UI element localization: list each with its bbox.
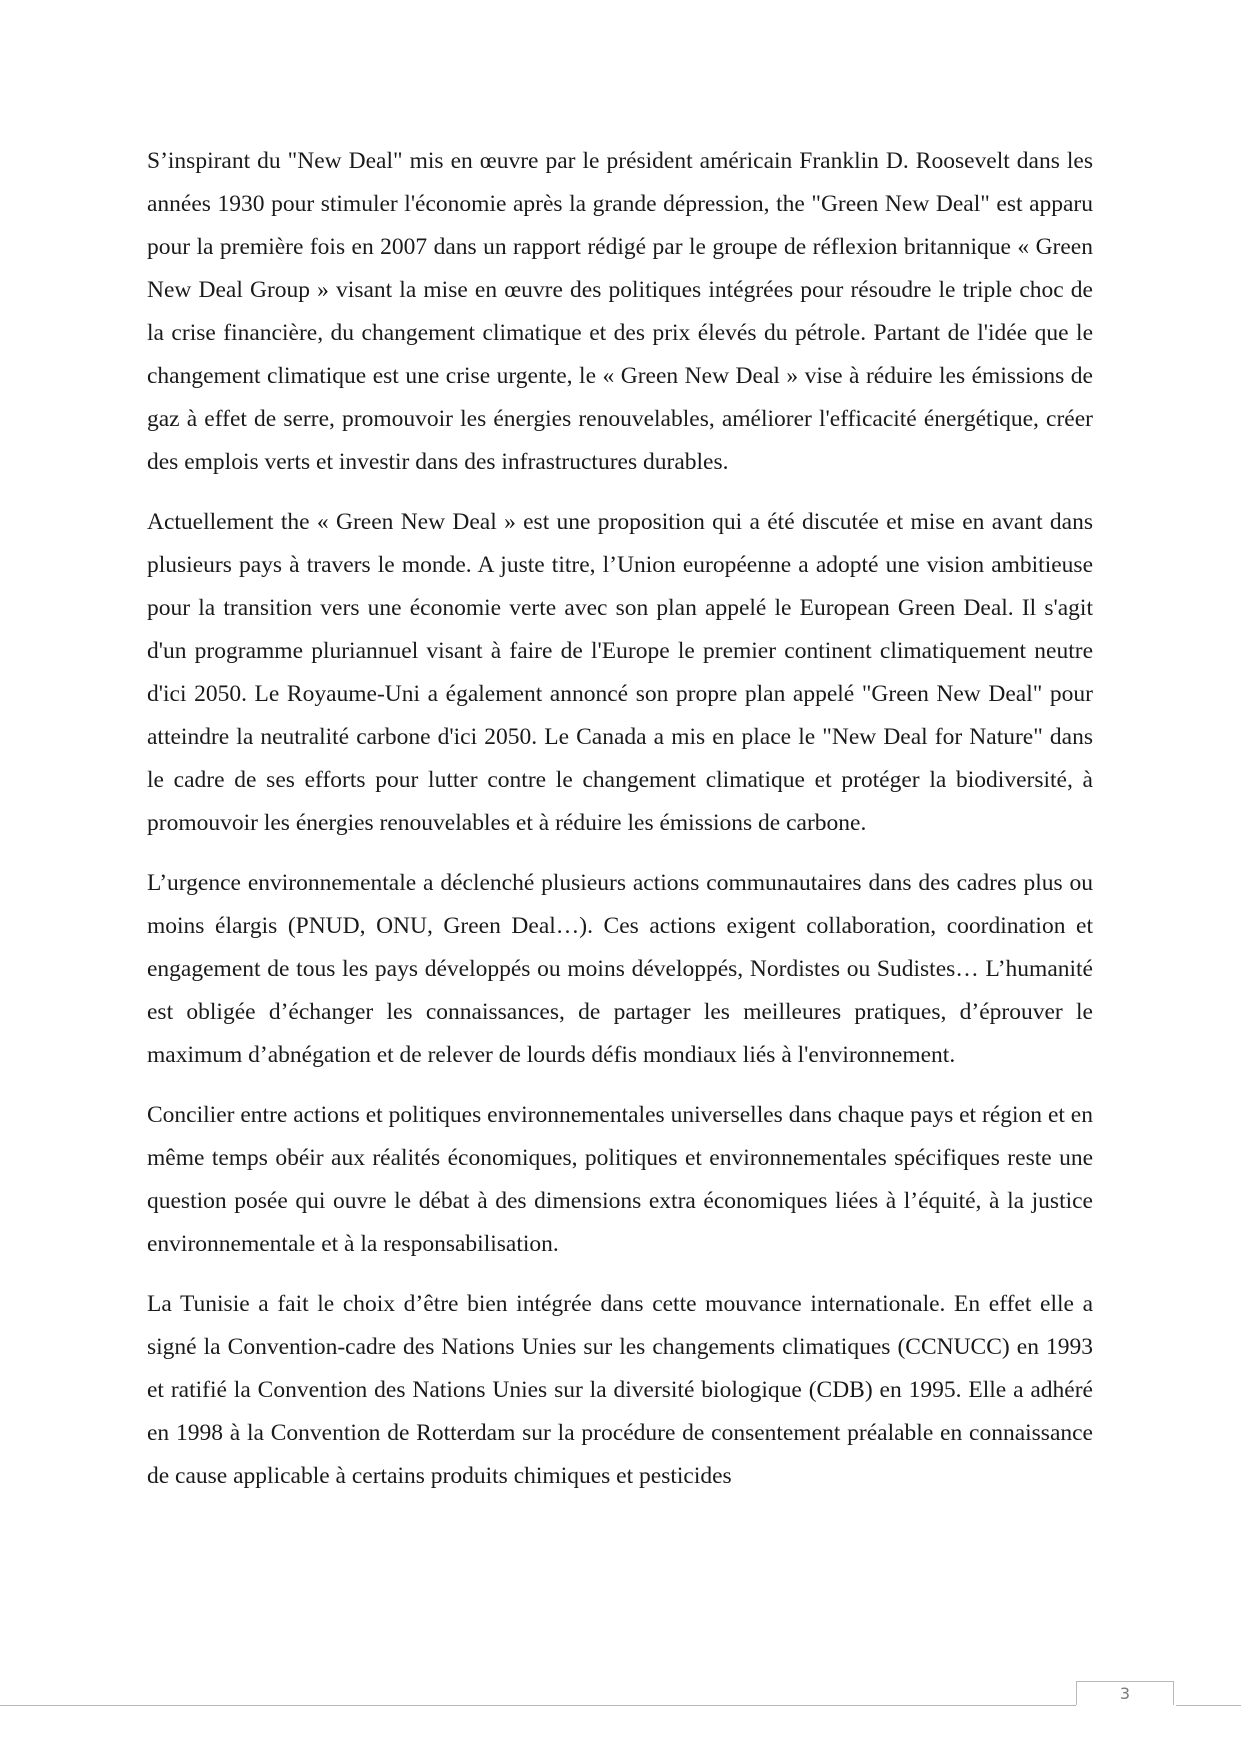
footer-rule-left xyxy=(0,1705,1076,1706)
document-body xyxy=(147,140,1093,1498)
footer-rule-right xyxy=(1176,1705,1241,1706)
page-number-tab xyxy=(1076,1681,1174,1705)
paragraph-green-new-deal-origin: S’inspirant du "New Deal" mis en œuvre par le président américain Franklin D. Roosevelt dans les années 1930 pour stimuler l'économie après la grande dépression, the "Green New Deal" est apparu pour la première fois en 2007 dans un rapport rédigé par le groupe de réflexion britannique « Green New Deal Group » visant la mise en œuvre des politiques intégrées pour résoudre le triple choc de la crise financière, du changement climatique et des prix élevés du pétrole. Partant de l'idée que le changement climatique est une crise urgente, le « Green New Deal » vise à réduire les émissions de gaz à effet de serre, promouvoir les énergies renouvelables, améliorer l'efficacité énergétique, créer des emplois verts et investir dans des infrastructures durables. xyxy=(147,148,1093,475)
paragraph-green-new-deal-worldwide: Actuellement the « Green New Deal » est une proposition qui a été discutée et mise en avant dans plusieurs pays à travers le monde. A juste titre, l’Union européenne a adopté une vision ambitieuse pour la transition vers une économie verte avec son plan appelé le European Green Deal. Il s'agit d'un programme pluriannuel visant à faire de l'Europe le premier continent climatiquement neutre d'ici 2050. Le Royaume-Uni a également annoncé son propre plan appelé "Green New Deal" pour atteindre la neutralité carbone d'ici 2050. Le Canada a mis en place le "New Deal for Nature" dans le cadre de ses efforts pour lutter contre le changement climatique et protéger la biodiversité, à promouvoir les énergies renouvelables et à réduire les émissions de carbone. xyxy=(147,509,1093,836)
paragraph-universal-policies: Concilier entre actions et politiques environnementales universelles dans chaque pays et région et en même temps obéir aux réalités économiques, politiques et environnementales spécifiques reste une question posée qui ouvre le débat à des dimensions extra économiques liées à l’équité, à la justice environnementale et à la responsabilisation. xyxy=(147,1102,1093,1257)
paragraph-environmental-urgency: L’urgence environnementale a déclenché plusieurs actions communautaires dans des cadres plus ou moins élargis (PNUD, ONU, Green Deal…). Ces actions exigent collaboration, coordination et engagement de tous les pays développés ou moins développés, Nordistes ou Sudistes… L’humanité est obligée d’échanger les connaissances, de partager les meilleures pratiques, d’éprouver le maximum d’abnégation et de relever de lourds défis mondiaux liés à l'environnement. xyxy=(147,870,1093,1068)
paragraph-tunisia-conventions: La Tunisie a fait le choix d’être bien intégrée dans cette mouvance internationale. En effet elle a signé la Convention-cadre des Nations Unies sur les changements climatiques (CCNUCC) en 1993 et ratifié la Convention des Nations Unies sur la diversité biologique (CDB) en 1995. Elle a adhéré en 1998 à la Convention de Rotterdam sur la procédure de consentement préalable en connaissance de cause applicable à certains produits chimiques et pesticides xyxy=(147,1291,1093,1489)
page-number: 3 xyxy=(1119,1684,1131,1703)
